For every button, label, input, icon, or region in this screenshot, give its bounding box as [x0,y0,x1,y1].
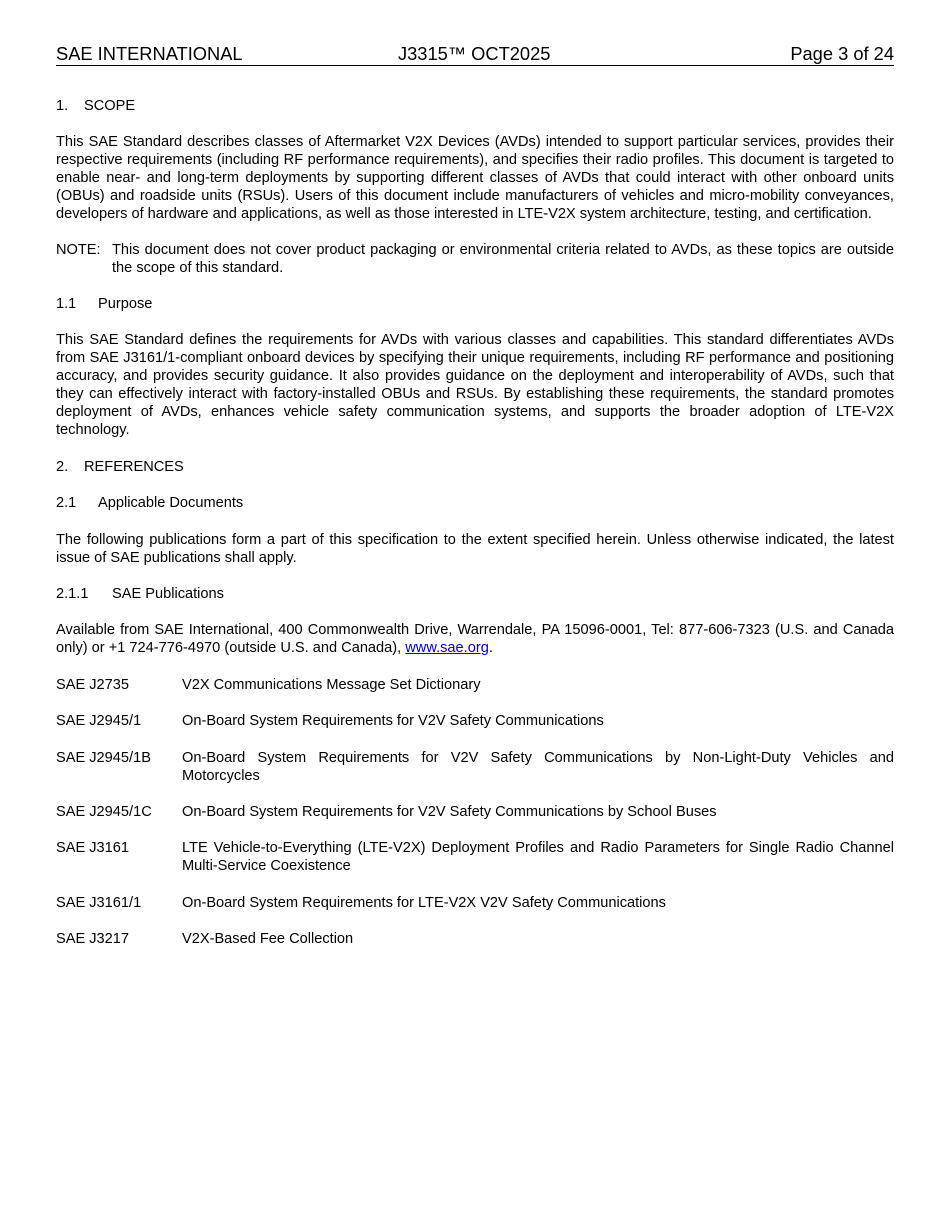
reference-item [56,676,894,694]
document-body [56,97,894,948]
reference-code: SAE J3161 [56,840,130,856]
purpose-paragraph: This SAE Standard defines the requirements for AVDs with various classes and capabilities. This standard differentiates AVDs from SAE J3161/1-compliant onboard devices by specifying their unique requirements, including RF performance and positioning accuracy, and provides security guidance. It also provides guidance on the deployment and interoperability of AVDs, such that they can effectively interact with factory-installed OBUs and RSUs. By establishing these requirements, the standard promotes deployment of AVDs, enhances vehicle safety communication systems, and supports the broader adoption of LTE-V2X technology. [56,332,894,438]
section-1-1-heading [56,295,894,313]
section-title: SCOPE [84,98,136,114]
reference-code: SAE J2945/1B [56,750,151,766]
sae-website-link[interactable]: www.sae.org [405,640,489,656]
reference-item [56,712,894,730]
header-page-number: Page 3 of 24 [790,43,894,64]
page-header [56,43,894,66]
section-number: 2. [56,459,69,475]
reference-title: On-Board System Requirements for LTE-V2X V2V Safety Communications [182,895,666,911]
section-2-heading [56,458,894,476]
sae-publications-paragraph [56,621,894,657]
reference-code: SAE J3217 [56,931,130,947]
reference-title: On-Board System Requirements for V2V Safety Communications by School Buses [182,804,717,820]
note-label: NOTE: [56,242,101,258]
reference-code: SAE J2735 [56,677,130,693]
applicable-paragraph: The following publications form a part of this specification to the extent specified herein. Unless otherwise indicated, the latest issue of SAE publications shall apply. [56,532,894,566]
reference-title: V2X-Based Fee Collection [182,931,354,947]
section-number: 1. [56,98,69,114]
reference-item [56,839,894,875]
scope-paragraph: This SAE Standard describes classes of Aftermarket V2X Devices (AVDs) intended to support particular services, provides their respective requirements (including RF performance requirements), and specifies their radio profiles. This document is targeted to enable near- and long-term deployments by supporting different classes of AVDs that could interact with other onboard units (OBUs) and roadside units (RSUs). Users of this document include manufacturers of vehicles and micro-mobility conveyances, developers of hardware and applications, as well as those interested in LTE-V2X system architecture, testing, and certification. [56,134,894,222]
reference-item [56,930,894,948]
header-organization: SAE INTERNATIONAL [56,43,243,64]
section-number: 2.1 [56,495,77,511]
section-2-1-heading [56,494,894,512]
scope-note [56,241,894,277]
section-title: Purpose [98,296,153,312]
section-title: Applicable Documents [98,495,244,511]
reference-code: SAE J3161/1 [56,895,142,911]
section-1-heading [56,97,894,115]
reference-item [56,749,894,785]
reference-title: On-Board System Requirements for V2V Safety Communications [182,713,604,729]
section-2-1-1-heading [56,585,894,603]
section-number: 1.1 [56,296,77,312]
section-title: SAE Publications [112,586,224,602]
reference-code: SAE J2945/1C [56,804,152,820]
reference-title: V2X Communications Message Set Dictionary [182,677,481,693]
reference-item [56,803,894,821]
note-text: This document does not cover product packaging or environmental criteria related to AVDs, as these topics are outside the scope of this standard. [112,242,894,276]
availability-text: Available from SAE International, 400 Commonwealth Drive, Warrendale, PA 15096-0001, Tel: 877-606-7323 (U.S. and Canada only) or +1 724-776-4970 (outside U.S. and Canada), [56,622,894,656]
reference-item [56,894,894,912]
header-document-id: J3315™ OCT2025 [398,43,551,64]
section-title: REFERENCES [84,459,184,475]
reference-title: LTE Vehicle-to-Everything (LTE-V2X) Deployment Profiles and Radio Parameters for Single Radio Channel Multi-Service Coexistence [182,840,894,874]
availability-text-end: . [488,640,493,656]
section-number: 2.1.1 [56,586,89,602]
reference-code: SAE J2945/1 [56,713,142,729]
reference-title: On-Board System Requirements for V2V Safety Communications by Non-Light-Duty Vehicles and Motorcycles [182,750,894,784]
